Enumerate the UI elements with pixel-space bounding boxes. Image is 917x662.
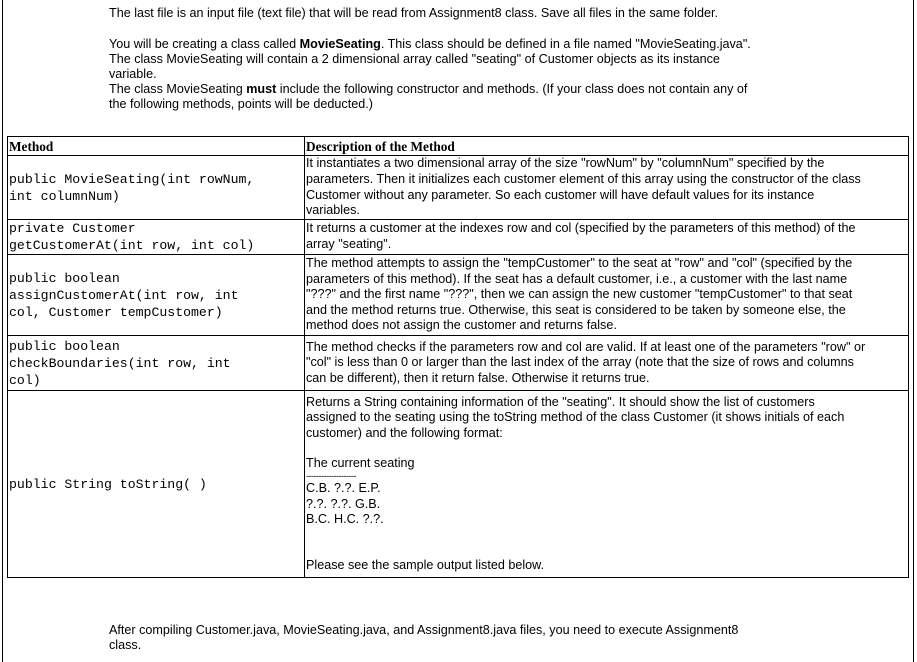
footer-paragraph bbox=[109, 623, 809, 653]
method-signature bbox=[8, 220, 305, 255]
code-line: public String toString( ) bbox=[9, 476, 207, 492]
desc-line: parameters. Then it initializes each customer element of this array using the constructor of the class bbox=[306, 171, 861, 186]
text-run: The class MovieSeating bbox=[109, 82, 247, 96]
method-signature bbox=[8, 156, 305, 220]
desc-line: assigned to the seating using the toString method of the class Customer (it shows initials of each bbox=[306, 410, 845, 425]
code-line: assignCustomerAt(int row, int bbox=[9, 287, 239, 303]
desc-line: customer) and the following format: bbox=[306, 425, 503, 440]
footer-line: After compiling Customer.java, MovieSeating.java, and Assignment8.java files, you need to execute Assignment8 bbox=[109, 623, 739, 637]
code-line: private Customer bbox=[9, 221, 136, 236]
code-line: getCustomerAt(int row, int col) bbox=[9, 238, 255, 253]
code-line: col) bbox=[9, 372, 41, 388]
separator-line: -------------------- bbox=[306, 471, 356, 481]
seating-row: ?.?. ?.?. G.B. bbox=[306, 496, 381, 511]
intro-text: The last file is an input file (text file) that will be read from Assignment8 class. Save all files in the same folder. bbox=[109, 6, 718, 20]
table-row bbox=[8, 336, 909, 391]
desc-line: array "seating". bbox=[306, 237, 392, 251]
code-line: public boolean bbox=[9, 270, 120, 286]
desc-line: and the method returns true. Otherwise, this seat is considered to be taken by someone else, the bbox=[306, 302, 846, 317]
intro-line: The class MovieSeating will contain a 2 dimensional array called "seating" of Customer objects as its instance bbox=[109, 52, 720, 66]
blank-line bbox=[306, 528, 907, 543]
intro-line: variable. bbox=[109, 67, 157, 81]
text-run: include the following constructor and methods. (If your class does not contain any of bbox=[276, 82, 748, 96]
method-signature bbox=[8, 336, 305, 391]
desc-line: method does not assign the customer and returns false. bbox=[306, 318, 617, 333]
intro-paragraph-2 bbox=[109, 37, 809, 112]
text-run: You will be creating a class called bbox=[109, 37, 300, 51]
method-signature bbox=[8, 391, 305, 578]
blank-line bbox=[306, 441, 907, 456]
method-description bbox=[305, 336, 909, 391]
must-bold: must bbox=[246, 82, 277, 96]
intro-line: the following methods, points will be deducted.) bbox=[109, 97, 373, 111]
code-line: checkBoundaries(int row, int bbox=[9, 355, 231, 371]
intro-line bbox=[109, 37, 809, 52]
intro-paragraph-1 bbox=[109, 6, 809, 21]
table-header-row bbox=[8, 137, 909, 156]
table-row bbox=[8, 220, 909, 255]
code-line: public MovieSeating(int rowNum, bbox=[9, 171, 255, 187]
desc-line: can be different), then it return false. Otherwise it returns true. bbox=[306, 370, 650, 385]
method-description bbox=[305, 220, 909, 255]
seating-row: B.C. H.C. ?.?. bbox=[306, 512, 384, 527]
table-row bbox=[8, 391, 909, 578]
method-column-header: Method bbox=[8, 137, 305, 156]
text-run: . This class should be defined in a file named "MovieSeating.java". bbox=[380, 37, 751, 51]
footer-line: class. bbox=[109, 638, 142, 652]
page-right-border bbox=[913, 0, 914, 662]
code-line: public boolean bbox=[9, 338, 120, 354]
desc-line: The method attempts to assign the "tempCustomer" to the seat at "row" and "col" (specified by the bbox=[306, 256, 853, 271]
table-row bbox=[8, 156, 909, 220]
desc-line: It instantiates a two dimensional array of the size "rowNum" by "columnNum" specified by the bbox=[306, 156, 825, 171]
page-left-border bbox=[2, 0, 3, 662]
desc-line: The method checks if the parameters row and col are valid. If at least one of the parameters "row" or bbox=[306, 339, 866, 354]
blank-line bbox=[306, 543, 907, 558]
method-description bbox=[305, 255, 909, 336]
table-row bbox=[8, 255, 909, 336]
desc-line: Customer without any parameter. So each customer will have default values for its instance bbox=[306, 187, 815, 202]
desc-line: The current seating bbox=[306, 456, 415, 471]
code-line: int columnNum) bbox=[9, 188, 120, 204]
desc-line: "col" is less than 0 or larger than the last index of the array (note that the size of rows and columns bbox=[306, 355, 854, 370]
methods-table bbox=[7, 136, 909, 578]
desc-line: Please see the sample output listed below. bbox=[306, 557, 545, 572]
description-column-header: Description of the Method bbox=[305, 137, 909, 156]
seating-row: C.B. ?.?. E.P. bbox=[306, 481, 381, 495]
code-line: col, Customer tempCustomer) bbox=[9, 304, 223, 320]
method-description bbox=[305, 156, 909, 220]
class-name-bold: MovieSeating bbox=[299, 37, 381, 51]
desc-line: "???" and the first name "???", then we can assign the new customer "tempCustomer" to that seat bbox=[306, 287, 853, 302]
desc-line: It returns a customer at the indexes row and col (specified by the parameters of this method) of the bbox=[306, 221, 856, 236]
method-description bbox=[305, 391, 909, 578]
intro-line bbox=[109, 82, 809, 97]
method-signature bbox=[8, 255, 305, 336]
desc-line: parameters of this method). If the seat has a default customer, i.e., a customer with the last name bbox=[306, 271, 848, 286]
desc-line: Returns a String containing information of the "seating". It should show the list of customers bbox=[306, 394, 815, 409]
desc-line: variables. bbox=[306, 203, 360, 218]
